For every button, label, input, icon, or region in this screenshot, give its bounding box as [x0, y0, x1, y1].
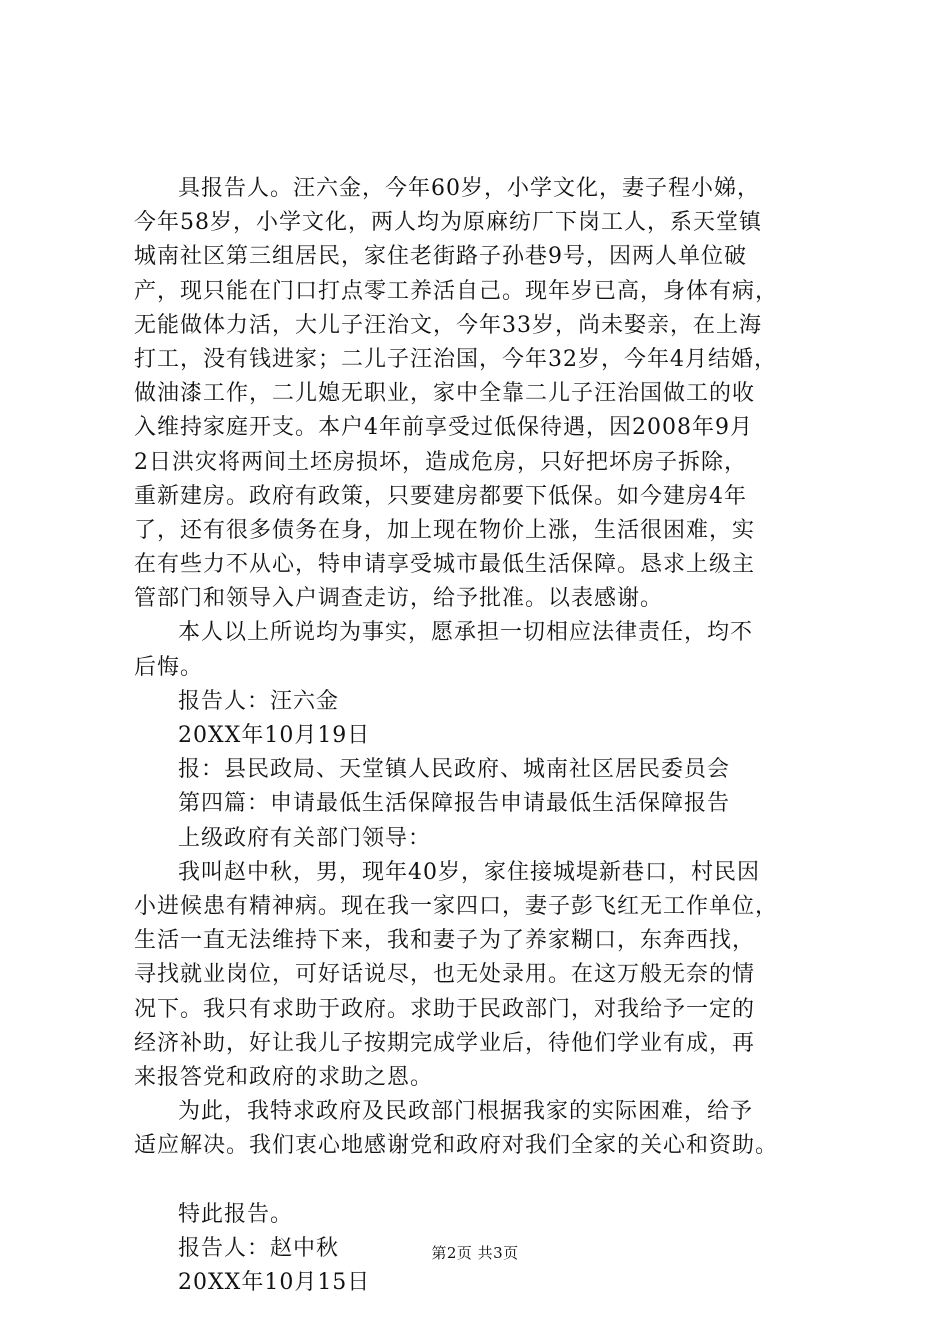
paragraph-line: 具报告人。汪六金，今年60岁，小学文化，妻子程小娣， [178, 176, 760, 201]
paragraph-line: 第四篇：申请最低生活保障报告申请最低生活保障报告 [178, 791, 731, 817]
document-body [134, 172, 864, 1300]
paragraph-line: 入维持家庭开支。本户4年前享受过低保待遇，因2008年9月 [134, 415, 753, 441]
paragraph-line: 20XX年10月19日 [178, 723, 371, 748]
paragraph-line: 我叫赵中秋，男，现年40岁，家住接城堤新巷口，村民因 [178, 859, 760, 885]
paragraph-line: 产，现只能在门口打点零工养活自己。现年岁已高，身体有病， [134, 278, 779, 304]
paragraph-line: 小进候患有精神病。现在我一家四口，妻子彭飞红无工作单位， [134, 893, 779, 919]
page-footer: 第2页 共3页 [431, 1244, 519, 1262]
paragraph-line: 适应解决。我们衷心地感谢党和政府对我们全家的关心和资助。 [134, 1133, 779, 1159]
paragraph-line: 今年58岁，小学文化，两人均为原麻纺厂下岗工人，系天堂镇 [134, 210, 762, 236]
paragraph-line: 本人以上所说均为事实，愿承担一切相应法律责任，均不 [178, 620, 754, 646]
paragraph-line: 生活一直无法维持下来，我和妻子为了养家糊口，东奔西找， [134, 928, 756, 954]
paragraph-line: 寻找就业岗位，可好话说尽，也无处录用。在这万般无奈的情 [134, 962, 756, 988]
paragraph-line: 后悔。 [134, 654, 204, 680]
paragraph-line: 打工，没有钱进家；二儿子汪治国，今年32岁，今年4月结婚， [134, 346, 777, 372]
paragraph-line: 为此，我特求政府及民政部门根据我家的实际困难，给予 [178, 1099, 754, 1125]
paragraph-line: 经济补助，好让我儿子按期完成学业后，待他们学业有成，再 [134, 1030, 756, 1056]
paragraph-line: 无能做体力活，大儿子汪治文，今年33岁，尚未娶亲，在上海 [134, 312, 762, 338]
blank-line [134, 1163, 864, 1197]
paragraph-line: 城南社区第三组居民，家住老街路子孙巷9号，因两人单位破 [134, 244, 747, 270]
paragraph-line: 了，还有很多债务在身，加上现在物价上涨，生活很困难，实 [134, 517, 756, 543]
paragraph-line: 2日洪灾将两间土坯房损坏，造成危房，只好把坏房子拆除， [134, 449, 747, 475]
paragraph-line: 况下。我只有求助于政府。求助于民政部门，对我给予一定的 [134, 996, 756, 1022]
paragraph-line: 重新建房。政府有政策，只要建房都要下低保。如今建房4年 [134, 483, 747, 509]
paragraph-line: 报：县民政局、天堂镇人民政府、城南社区居民委员会 [178, 757, 731, 783]
paragraph-line: 管部门和领导入户调查走访，给予批准。以表感谢。 [134, 586, 664, 612]
paragraph-line: 上级政府有关部门领导： [178, 825, 432, 851]
paragraph-line: 特此报告。 [178, 1201, 294, 1227]
paragraph-line: 在有些力不从心，特申请享受城市最低生活保障。恳求上级主 [134, 552, 756, 578]
paragraph-line: 报告人：汪六金 [178, 688, 340, 714]
paragraph-line: 20XX年10月15日 [178, 1270, 371, 1295]
paragraph-line: 报告人：赵中秋 [178, 1235, 340, 1261]
paragraph-line: 做油漆工作，二儿媳无职业，家中全靠二儿子汪治国做工的收 [134, 381, 756, 407]
paragraph-line: 来报答党和政府的求助之恩。 [134, 1064, 434, 1090]
